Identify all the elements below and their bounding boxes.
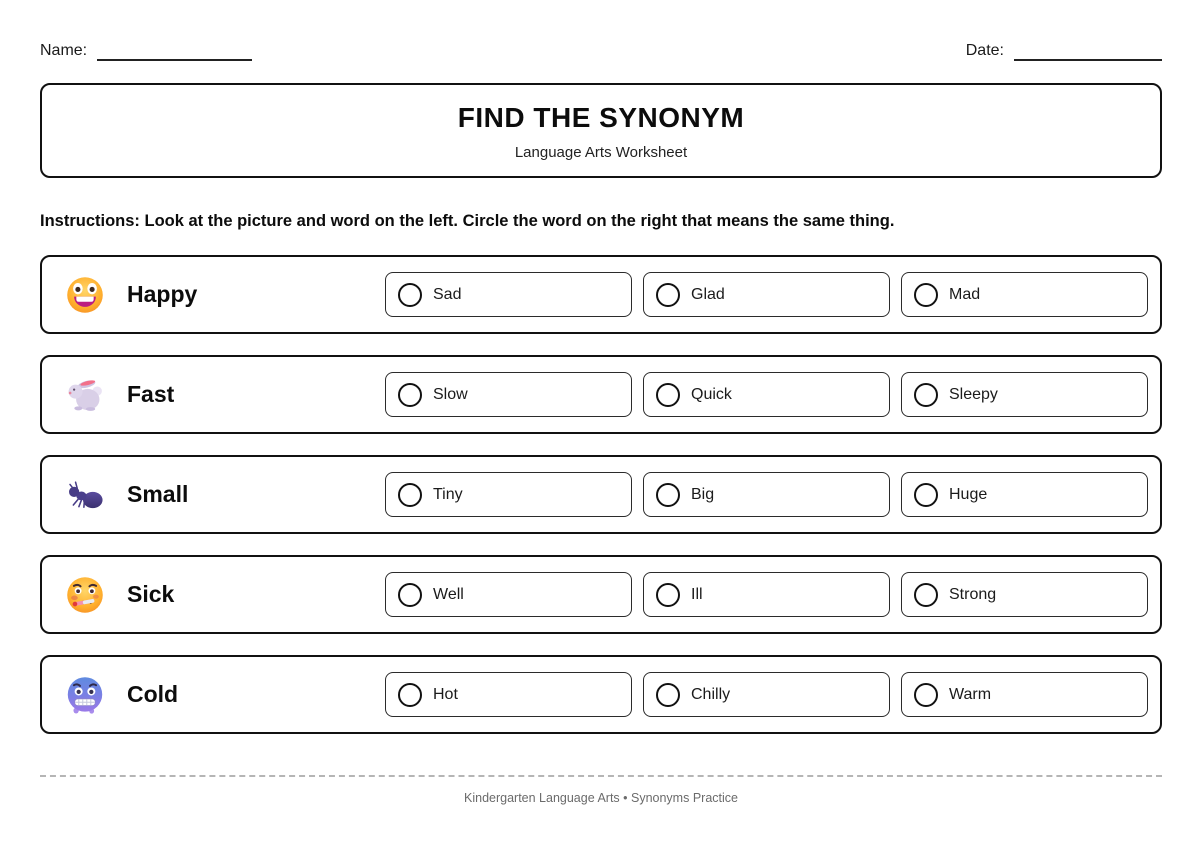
question-row-cold: [40, 655, 1162, 734]
prompt-word: Happy: [127, 281, 198, 307]
answer-circle[interactable]: [656, 583, 680, 607]
option-label: Chilly: [691, 685, 731, 703]
answer-circle[interactable]: [398, 583, 422, 607]
answer-circle[interactable]: [914, 383, 938, 407]
answer-circle[interactable]: [914, 683, 938, 707]
option-sad[interactable]: [385, 272, 632, 317]
prompt-word: Sick: [127, 581, 175, 607]
worksheet-title: FIND THE SYNONYM: [457, 102, 745, 133]
prompt-word: Cold: [127, 681, 179, 707]
footer-text: Kindergarten Language Arts • Synonyms Practice: [464, 791, 738, 805]
option-slow[interactable]: [385, 372, 632, 417]
answer-circle[interactable]: [398, 483, 422, 507]
sick-face-emoji-icon: [65, 575, 105, 615]
options-cold: [385, 672, 1148, 717]
rabbit-emoji-icon: [65, 375, 105, 415]
prompt-cold: [42, 675, 385, 715]
ant-emoji-icon: [65, 475, 105, 515]
option-label: Sleepy: [949, 385, 998, 403]
prompt-happy: [42, 275, 385, 315]
question-row-happy: [40, 255, 1162, 334]
answer-circle[interactable]: [914, 583, 938, 607]
question-row-fast: [40, 355, 1162, 434]
options-happy: [385, 272, 1148, 317]
prompt-sick: [42, 575, 385, 615]
option-label: Warm: [949, 685, 992, 703]
answer-circle[interactable]: [656, 383, 680, 407]
instructions-text: Instructions: Look at the picture and word on the left. Circle the word on the right that means the same thing.: [40, 212, 895, 230]
option-ill[interactable]: [643, 572, 890, 617]
options-small: [385, 472, 1148, 517]
answer-circle[interactable]: [914, 483, 938, 507]
option-label: Ill: [691, 585, 703, 603]
option-label: Well: [433, 585, 464, 603]
option-label: Hot: [433, 685, 458, 703]
date-write-line[interactable]: [1014, 59, 1162, 61]
option-label: Slow: [433, 385, 468, 403]
prompt-word: Small: [127, 481, 189, 507]
option-label: Glad: [691, 285, 725, 303]
options-sick: [385, 572, 1148, 617]
option-label: Strong: [949, 585, 997, 603]
answer-circle[interactable]: [656, 483, 680, 507]
option-strong[interactable]: [901, 572, 1148, 617]
option-quick[interactable]: [643, 372, 890, 417]
answer-circle[interactable]: [656, 683, 680, 707]
option-huge[interactable]: [901, 472, 1148, 517]
worksheet-subtitle: Language Arts Worksheet: [514, 144, 688, 161]
answer-circle[interactable]: [914, 283, 938, 307]
answer-circle[interactable]: [656, 283, 680, 307]
name-write-line[interactable]: [97, 59, 252, 61]
option-warm[interactable]: [901, 672, 1148, 717]
option-sleepy[interactable]: [901, 372, 1148, 417]
date-field-group: [966, 43, 1162, 61]
prompt-fast: [42, 375, 385, 415]
question-rows: [40, 255, 1162, 734]
option-label: Huge: [949, 485, 988, 503]
option-label: Sad: [433, 285, 462, 303]
worksheet-header: [40, 83, 1162, 178]
name-date-bar: [40, 0, 1162, 61]
option-mad[interactable]: [901, 272, 1148, 317]
answer-circle[interactable]: [398, 383, 422, 407]
option-label: Tiny: [433, 485, 463, 503]
option-chilly[interactable]: [643, 672, 890, 717]
date-label: Date:: [965, 42, 1004, 59]
option-label: Big: [691, 485, 715, 503]
happy-face-emoji-icon: [65, 275, 105, 315]
question-row-sick: [40, 555, 1162, 634]
answer-circle[interactable]: [398, 283, 422, 307]
footer-divider: [40, 775, 1162, 777]
options-fast: [385, 372, 1148, 417]
name-field-group: [40, 43, 252, 61]
prompt-small: [42, 475, 385, 515]
option-label: Mad: [949, 285, 981, 303]
prompt-word: Fast: [127, 381, 175, 407]
option-well[interactable]: [385, 572, 632, 617]
answer-circle[interactable]: [398, 683, 422, 707]
name-label: Name:: [40, 42, 88, 59]
option-big[interactable]: [643, 472, 890, 517]
option-hot[interactable]: [385, 672, 632, 717]
option-label: Quick: [691, 385, 732, 403]
question-row-small: [40, 455, 1162, 534]
option-tiny[interactable]: [385, 472, 632, 517]
option-glad[interactable]: [643, 272, 890, 317]
cold-face-emoji-icon: [65, 675, 105, 715]
